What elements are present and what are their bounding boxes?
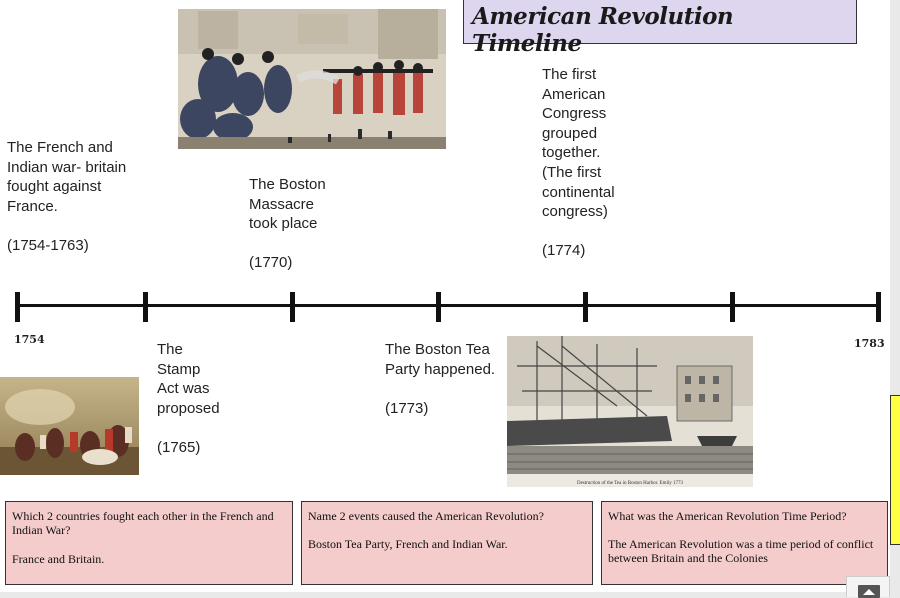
event-french-indian-war: The French and Indian war- britain fought against France. (1754-1763): [7, 139, 127, 254]
french-indian-war-image: [0, 377, 139, 475]
scroll-up-button[interactable]: [846, 576, 890, 597]
timeline-tick: [876, 292, 881, 322]
event-boston-tea-party: The Boston Tea Party happened. (1773): [385, 341, 496, 417]
slide-title: American Revolution Timeline: [463, 0, 857, 44]
timeline-tick: [730, 292, 735, 322]
side-note-strip[interactable]: [890, 395, 900, 545]
question-box-3: [601, 501, 888, 585]
event-boston-massacre: The Boston Massacre took place (1770): [249, 176, 326, 272]
question-box-1: [5, 501, 293, 585]
timeline-tick: [143, 292, 148, 322]
question-text: What was the American Revolution Time Period?: [608, 509, 847, 523]
answer-text: France and Britain.: [12, 552, 105, 566]
timeline-start-year: 1754: [14, 333, 45, 346]
timeline-end-year: 1783: [854, 337, 885, 350]
tea-party-caption: Destruction of the Tea in Boston Harbor. Emily 1773: [576, 481, 684, 486]
answer-text: Boston Tea Party, French and Indian War.: [308, 537, 508, 551]
question-text: Name 2 events caused the American Revolution?: [308, 509, 544, 523]
answer-text: The American Revolution was a time period of conflict between Britain and the Colonies: [608, 537, 874, 565]
event-continental-congress: The first American Congress grouped together. (The first continental congress) (1774): [542, 66, 615, 260]
timeline-tick: [15, 292, 20, 322]
timeline-tick: [436, 292, 441, 322]
question-box-2: [301, 501, 593, 585]
boston-tea-party-image: [507, 336, 753, 487]
question-text: Which 2 countries fought each other in the French and Indian War?: [12, 509, 274, 537]
event-stamp-act: The Stamp Act was proposed (1765): [157, 341, 220, 456]
timeline-tick: [290, 292, 295, 322]
timeline-tick: [583, 292, 588, 322]
boston-massacre-image: [178, 9, 446, 149]
chevron-up-icon: [858, 585, 880, 598]
